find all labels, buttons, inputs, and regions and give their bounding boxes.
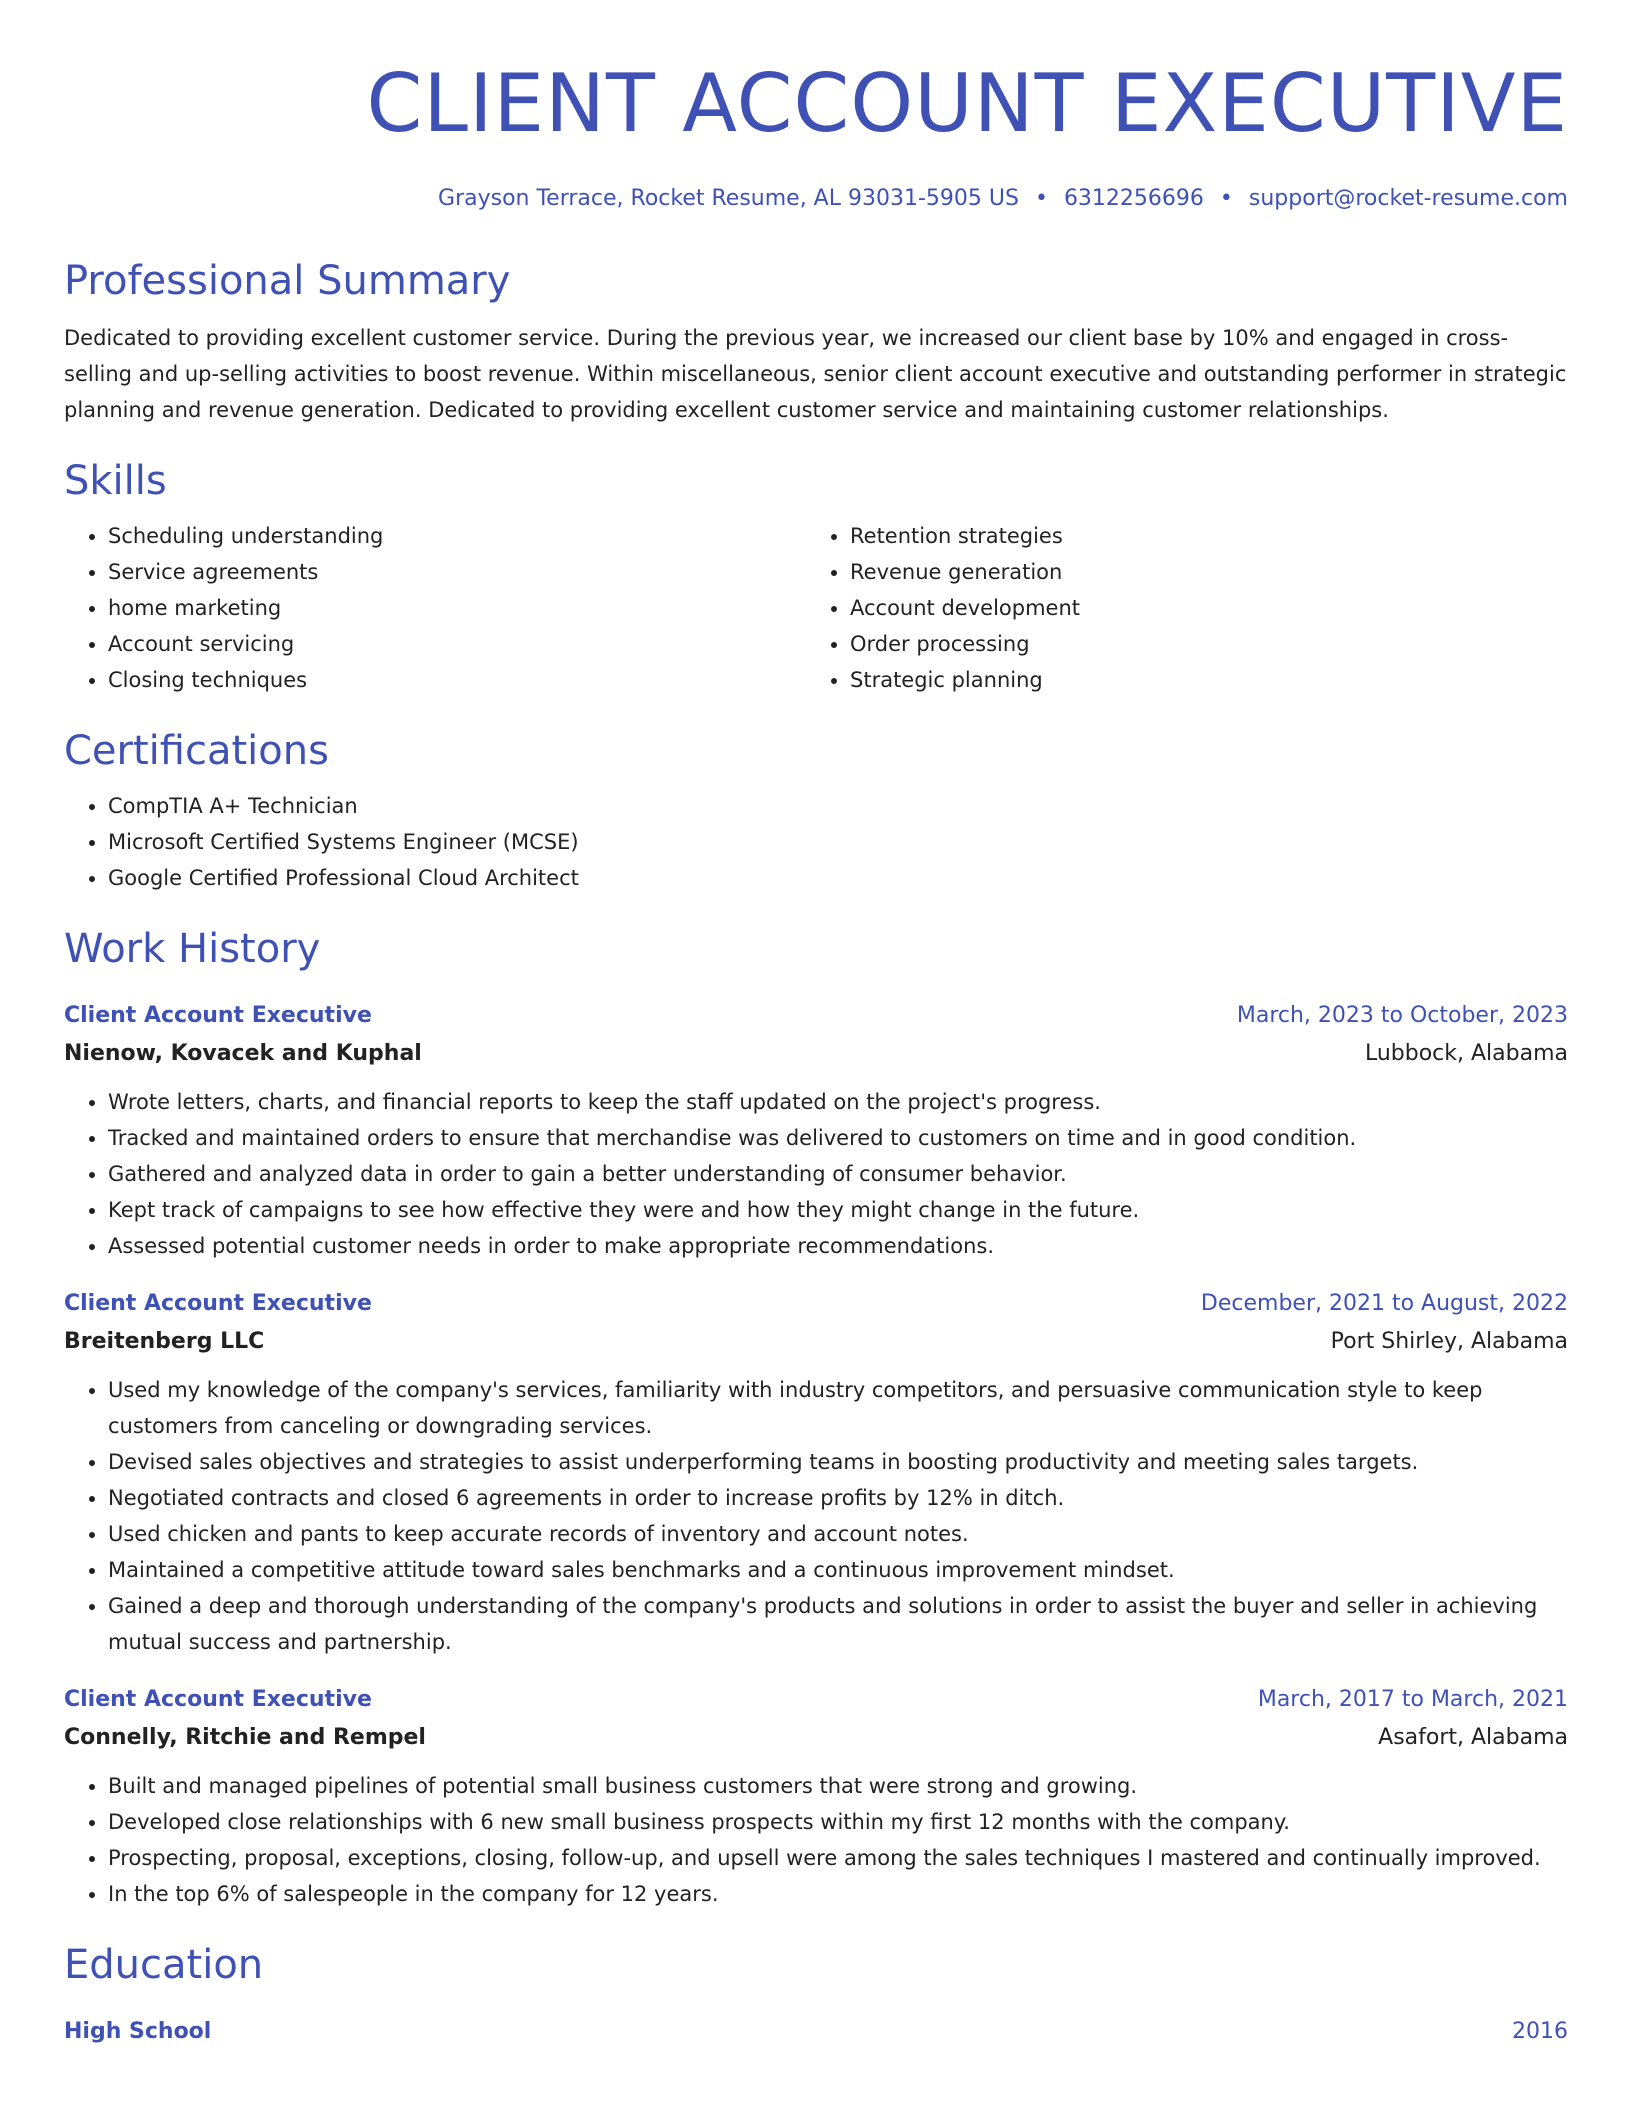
contact-address: Grayson Terrace, Rocket Resume, AL 93031-5905 US (438, 186, 1019, 211)
skill-item: • Account development (850, 590, 1548, 626)
job-bullet: • Gained a deep and thorough understanding of the company's products and solutions in order to assist the buyer and seller in achieving mutual success and partnership. (108, 1588, 1568, 1660)
summary-heading: Professional Summary (64, 258, 511, 304)
job-title-row (64, 1682, 1568, 1718)
skill-item: • Revenue generation (850, 554, 1548, 590)
contact-phone: 6312256696 (1063, 186, 1204, 211)
job-entry (64, 998, 1568, 1264)
job-title: Client Account Executive (64, 1687, 372, 1712)
skills-list-right (806, 518, 1548, 698)
job-bullet: • Gathered and analyzed data in order to gain a better understanding of consumer behavior. (108, 1156, 1568, 1192)
resume-page (64, 0, 1568, 2050)
certification-item: • CompTIA A+ Technician (108, 788, 1568, 824)
education-degree: High School (64, 2019, 212, 2044)
skills-list-left (64, 518, 806, 698)
skill-item: • Scheduling understanding (108, 518, 806, 554)
job-bullet: • Maintained a competitive attitude toward sales benchmarks and a continuous improvement mindset. (108, 1552, 1568, 1588)
skill-item: • Account servicing (108, 626, 806, 662)
skill-item: • Strategic planning (850, 662, 1548, 698)
job-location: Port Shirley, Alabama (1330, 1329, 1568, 1354)
job-bullet: • Used my knowledge of the company's services, familiarity with industry competitors, and persuasive communication style to keep customers from canceling or downgrading services. (108, 1372, 1568, 1444)
job-bullet: • Devised sales objectives and strategies to assist underperforming teams in boosting productivity and meeting sales targets. (108, 1444, 1568, 1480)
job-bullet: • Tracked and maintained orders to ensure that merchandise was delivered to customers on time and in good condition. (108, 1120, 1568, 1156)
job-location: Asafort, Alabama (1378, 1725, 1568, 1750)
skill-item: • Order processing (850, 626, 1548, 662)
resume-name-title: CLIENT ACCOUNT EXECUTIVE (366, 57, 1568, 150)
summary-text: Dedicated to providing excellent customer service. During the previous year, we increased our client base by 10% and engaged in cross-selling and up-selling activities to boost revenue. Within miscellaneous, senior client account executive and outstanding performer in strategic planning and revenue generation. Dedicated to providing excellent customer service and maintaining customer relationships. (64, 326, 1567, 422)
job-location: Lubbock, Alabama (1364, 1041, 1568, 1066)
certification-item: • Google Certified Professional Cloud Architect (108, 860, 1568, 896)
skill-item: • home marketing (108, 590, 806, 626)
certification-item: • Microsoft Certified Systems Engineer (MCSE) (108, 824, 1568, 860)
skill-item: • Retention strategies (850, 518, 1548, 554)
job-bullet: • In the top 6% of salespeople in the company for 12 years. (108, 1876, 1568, 1912)
job-bullets (64, 1372, 1568, 1660)
job-bullets (64, 1768, 1568, 1912)
job-title: Client Account Executive (64, 1003, 372, 1028)
contact-separator: • (1219, 186, 1233, 211)
job-company-row (64, 1718, 1568, 1758)
work-history-heading: Work History (64, 926, 321, 972)
contact-separator: • (1034, 186, 1048, 211)
job-bullet: • Kept track of campaigns to see how effective they were and how they might change in the future. (108, 1192, 1568, 1228)
job-bullet: • Used chicken and pants to keep accurate records of inventory and account notes. (108, 1516, 1568, 1552)
certifications-heading: Certifications (64, 728, 329, 774)
skills-heading: Skills (64, 458, 167, 504)
job-company: Connelly, Ritchie and Rempel (64, 1725, 426, 1750)
job-bullet: • Built and managed pipelines of potential small business customers that were strong and growing. (108, 1768, 1568, 1804)
contact-email: support@rocket-resume.com (1248, 186, 1568, 211)
education-heading: Education (64, 1942, 264, 1988)
job-dates: March, 2017 to March, 2021 (1257, 1687, 1568, 1712)
job-bullets (64, 1084, 1568, 1264)
certifications-list (64, 788, 1568, 896)
job-title-row (64, 998, 1568, 1034)
job-company: Nienow, Kovacek and Kuphal (64, 1041, 422, 1066)
work-history-section (64, 924, 1568, 1912)
job-bullet: • Developed close relationships with 6 new small business prospects within my first 12 months with the company. (108, 1804, 1568, 1840)
education-section (64, 1940, 1568, 2050)
job-company-row (64, 1322, 1568, 1362)
job-dates: December, 2021 to August, 2022 (1200, 1291, 1568, 1316)
job-title-row (64, 1286, 1568, 1322)
certifications-section (64, 726, 1568, 896)
job-entry (64, 1286, 1568, 1660)
job-title: Client Account Executive (64, 1291, 372, 1316)
job-company: Breitenberg LLC (64, 1329, 265, 1354)
job-company-row (64, 1034, 1568, 1074)
skill-item: • Service agreements (108, 554, 806, 590)
job-bullet: • Assessed potential customer needs in order to make appropriate recommendations. (108, 1228, 1568, 1264)
job-bullet: • Wrote letters, charts, and financial reports to keep the staff updated on the project's progress. (108, 1084, 1568, 1120)
education-year: 2016 (1512, 2019, 1568, 2044)
job-bullet: • Negotiated contracts and closed 6 agreements in order to increase profits by 12% in ditch. (108, 1480, 1568, 1516)
job-bullet: • Prospecting, proposal, exceptions, closing, follow-up, and upsell were among the sales techniques I mastered and continually improved. (108, 1840, 1568, 1876)
job-dates: March, 2023 to October, 2023 (1236, 1003, 1568, 1028)
skills-columns (64, 506, 1568, 698)
skills-section (64, 456, 1568, 698)
summary-section (64, 256, 1568, 428)
contact-line (64, 182, 1568, 216)
skill-item: • Closing techniques (108, 662, 806, 698)
job-entry (64, 1682, 1568, 1912)
education-row (64, 2014, 1568, 2050)
